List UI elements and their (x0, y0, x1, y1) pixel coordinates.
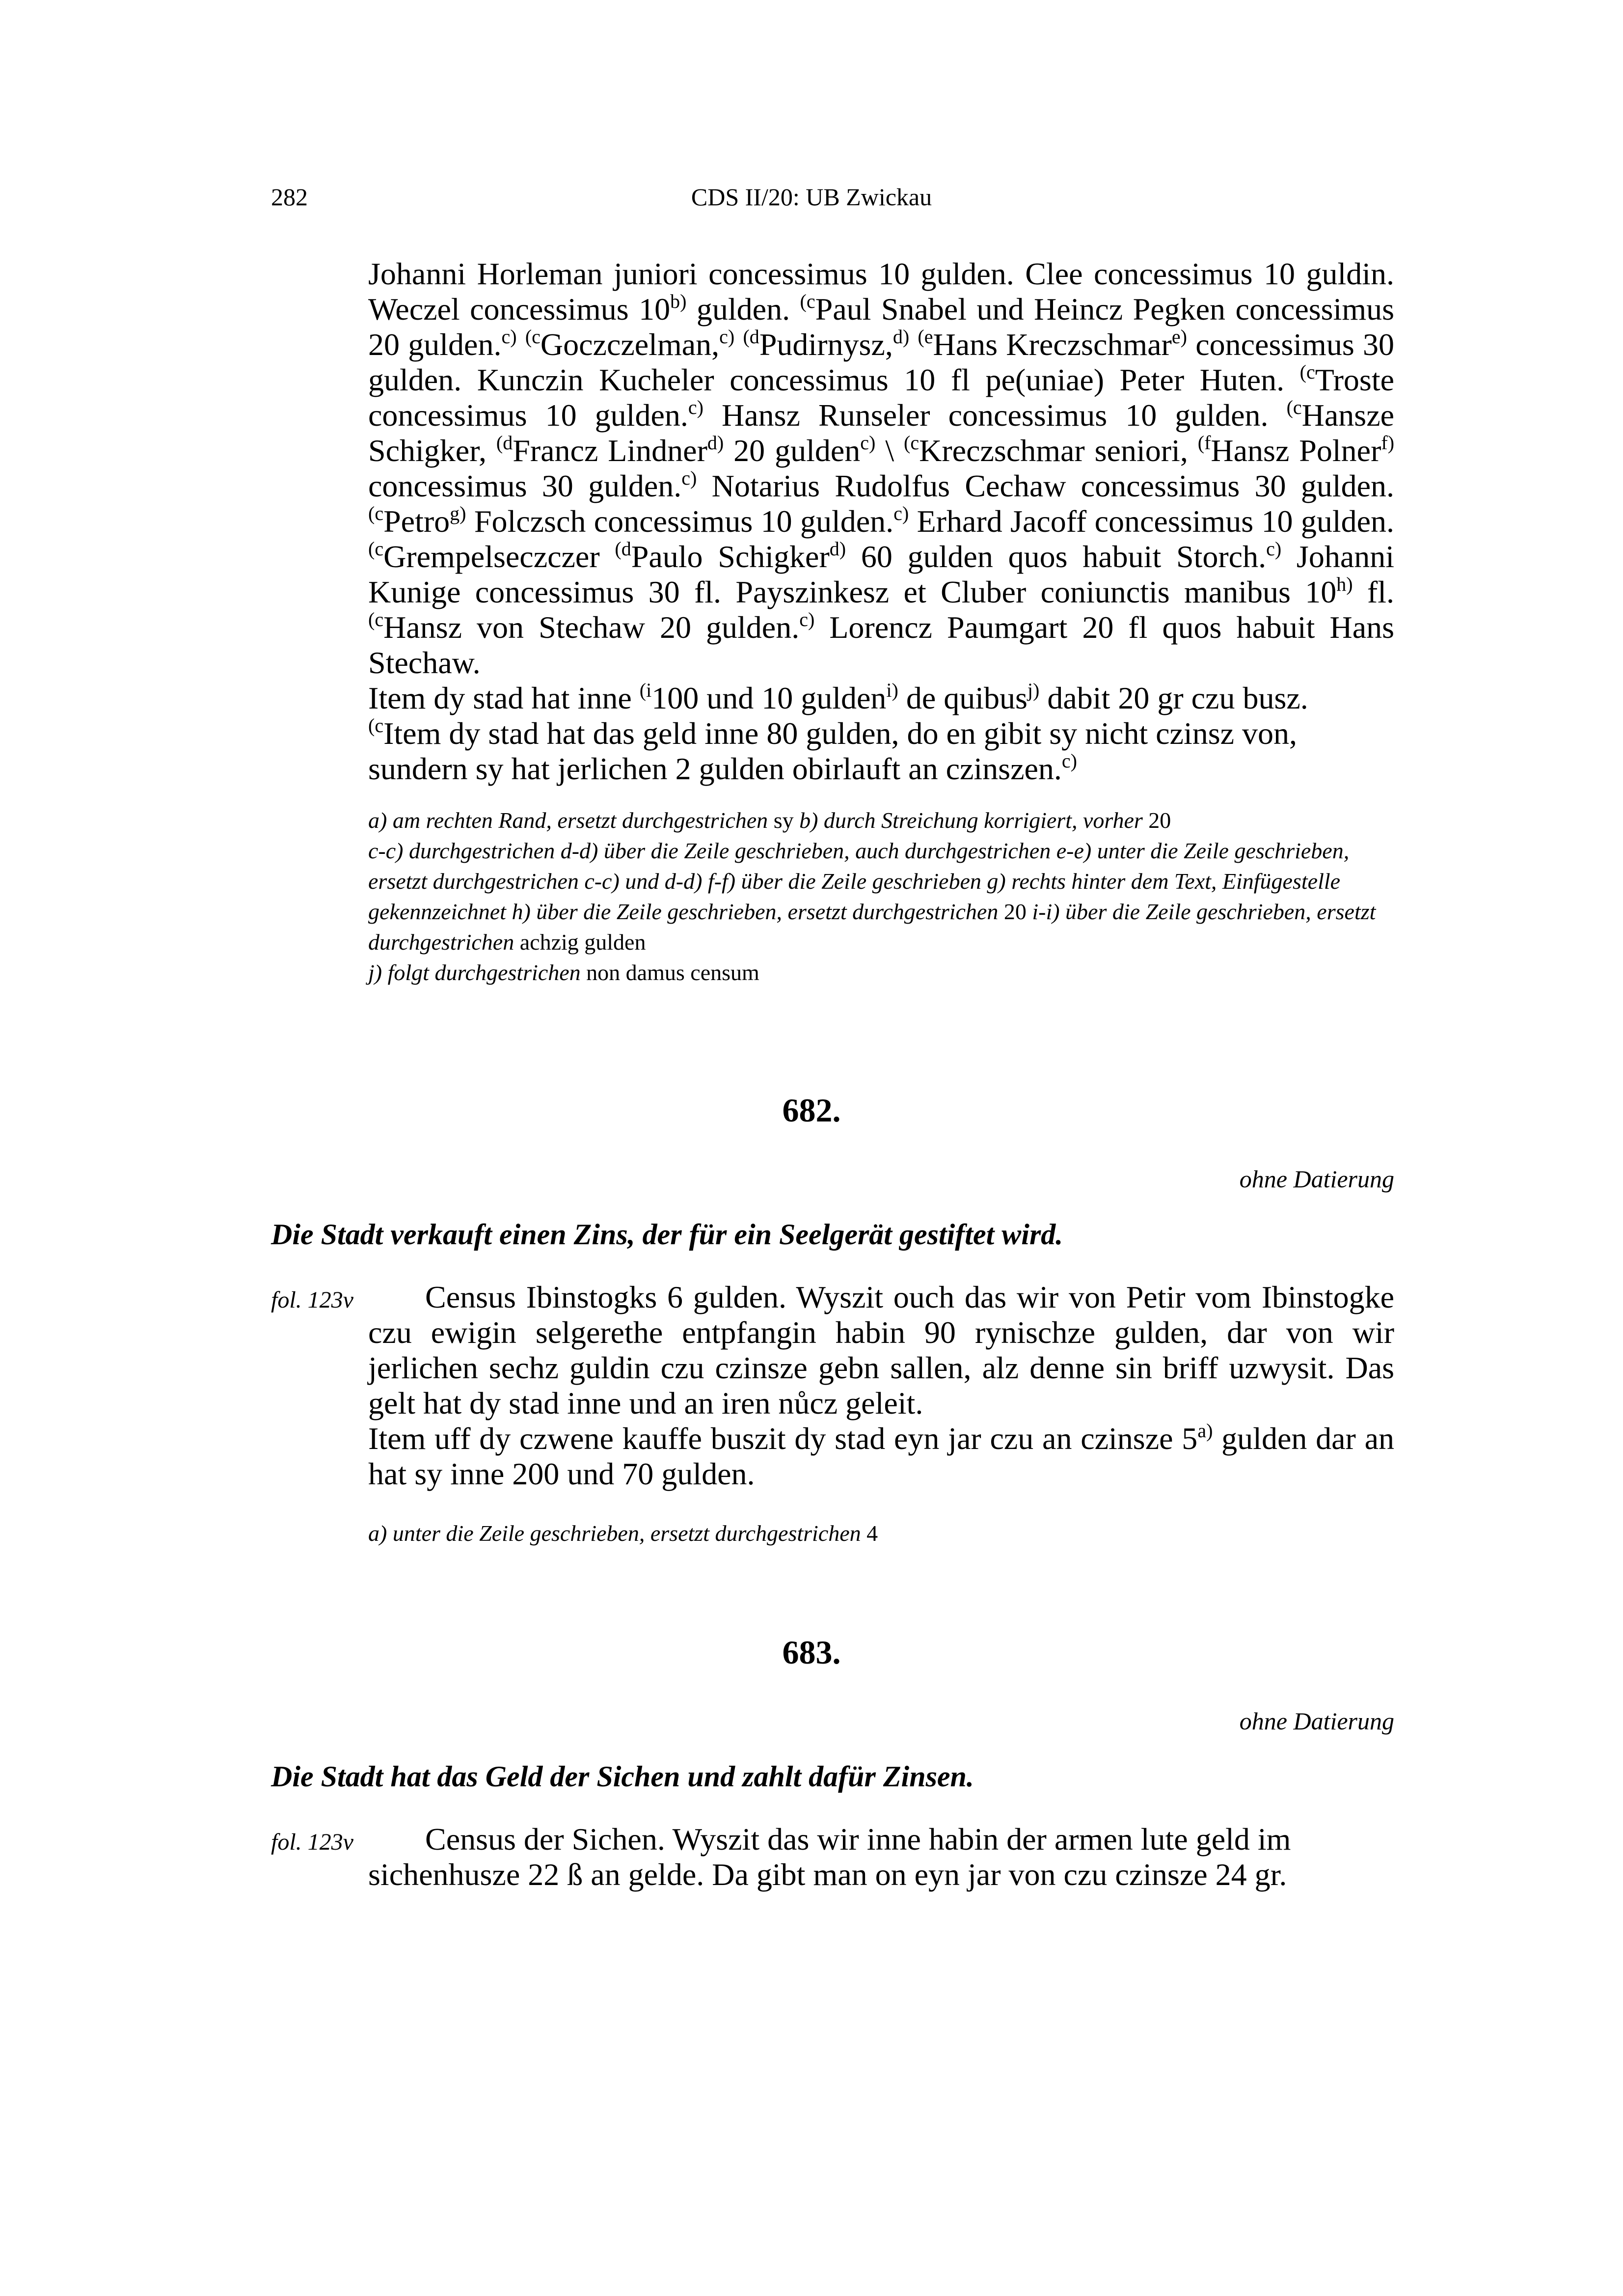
entry-682-number: 682. (782, 1092, 841, 1129)
entry-683-body (368, 1822, 1394, 1892)
entry-682-folio: fol. 123v (271, 1287, 353, 1313)
entry-681-item-1: Item dy stad hat inne $^{(i}$100 und 10 gulden$^{i)}$ de quibus$^{j)}$ dabit 20 gr czu busz. (368, 679, 1308, 715)
entry-682-heading: Die Stadt verkauft einen Zins, der für ein Seelgerät gestiftet wird. (271, 1218, 1063, 1251)
entry-681-item-2: $^{(c}$Item dy stad hat das geld inne 80 gulden, do en gibit sy nicht czinsz von, sundern sy hat jerlichen 2 gulden obirlauft an czinszen.$^{c)}$ (368, 714, 1298, 786)
apparatus-note: j) folgt durchgestrichen non damus censum (368, 960, 759, 985)
apparatus-note: c-c) durchgestrichen d-d) über die Zeile geschrieben, auch durchgestrichen e-e) unter die Zeile geschrieben, ersetzt durchgestrichen c-c) und d-d) f-f) über die Zeile geschrieben g) rechts hinter dem Text, Einfügestelle gekennzeichnet h) über die Zeile geschrieben, ersetzt durchgestrichen 20 i-i) über die Zeile geschrieben, ersetzt durchgestrichen achzig gulden (368, 838, 1376, 955)
entry-683-paragraph: Census der Sichen. Wyszit das wir inne habin der armen lute geld im sichenhusze 22 ß an gelde. Da gibt man on eyn jar von czu czinsze 24 gr. (368, 1822, 1291, 1892)
running-title: CDS II/20: UB Zwickau (691, 183, 932, 211)
page-number: 282 (271, 183, 308, 211)
entry-683-folio: fol. 123v (271, 1829, 353, 1855)
entry-681-apparatus (368, 805, 1394, 988)
entry-683-number: 683. (782, 1634, 841, 1671)
entry-682-body (368, 1280, 1394, 1492)
entry-682-apparatus (368, 1518, 1394, 1549)
apparatus-note: a) am rechten Rand, ersetzt durchgestrichen sy b) durch Streichung korrigiert, vorher 20 (368, 808, 1171, 833)
apparatus-note: a) unter die Zeile geschrieben, ersetzt durchgestrichen 4 (368, 1521, 878, 1546)
entry-683-dating: ohne Datierung (1239, 1707, 1394, 1735)
entry-682-paragraph-2: Item uff dy czwene kauffe buszit dy stad eyn jar czu an czinsze 5$^{a)}$ gulden dar an hat sy inne 200 und 70 gulden. (368, 1420, 1395, 1491)
entry-681-paragraph: Johanni Horleman juniori concessimus 10 gulden. Clee concessimus 10 guldin. Weczel concessimus 10$^{b)}$ gulden. $^{(c}$Paul Snabel und Heincz Pegken concessimus 20 gulden.$^{c)}$ $^{(c}$Goczczelman,$^{c)}$ $^{(d}$Pudirnysz,$^{d)}$ $^{(e}$Hans Kreczschmar$^{e)}$ concessimus 30 gulden. Kunczin Kucheler concessimus 10 fl pe(uniae) Peter Huten. $^{(c}$Troste concessimus 10 gulden.$^{c)}$ Hansz Runseler concessimus 10 gulden. $^{(c}$Hansze Schigker, $^{(d}$Francz Lindner$^{d)}$ 20 gulden$^{c)}$ \ $^{(c}$Kreczschmar seniori, $^{(f}$Hansz Polner$^{f)}$ concessimus 30 gulden.$^{c)}$ Notarius Rudolfus Cechaw concessimus 30 gulden. $^{(c}$Petro$^{g)}$ Folczsch concessimus 10 gulden.$^{c)}$ Erhard Jacoff concessimus 10 gulden. $^{(c}$Grempelseczczer $^{(d}$Paulo Schigker$^{d)}$ 60 gulden quos habuit Storch.$^{c)}$ Johanni Kunige concessimus 30 fl. Payszinkesz et Cluber coniunctis manibus 10$^{h)}$ fl. $^{(c}$Hansz von Stechaw 20 gulden.$^{c)}$ Lorencz Paumgart 20 fl quos habuit Hans Stechaw. (368, 256, 1395, 680)
entry-683-heading: Die Stadt hat das Geld der Sichen und zahlt dafür Zinsen. (271, 1760, 974, 1793)
entry-682-paragraph-1: Census Ibinstogks 6 gulden. Wyszit ouch das wir von Petir vom Ibinstogke czu ewigin selgerethe entpfangin habin 90 rynischze gulden, dar von wir jerlichen sechz guldin czu czinsze gebn sallen, alz denne sin briff uzwysit. Das gelt hat dy stad inne und an iren nůcz geleit. (368, 1280, 1394, 1421)
entry-681-body (368, 256, 1394, 787)
entry-682-dating: ohne Datierung (1239, 1165, 1394, 1193)
